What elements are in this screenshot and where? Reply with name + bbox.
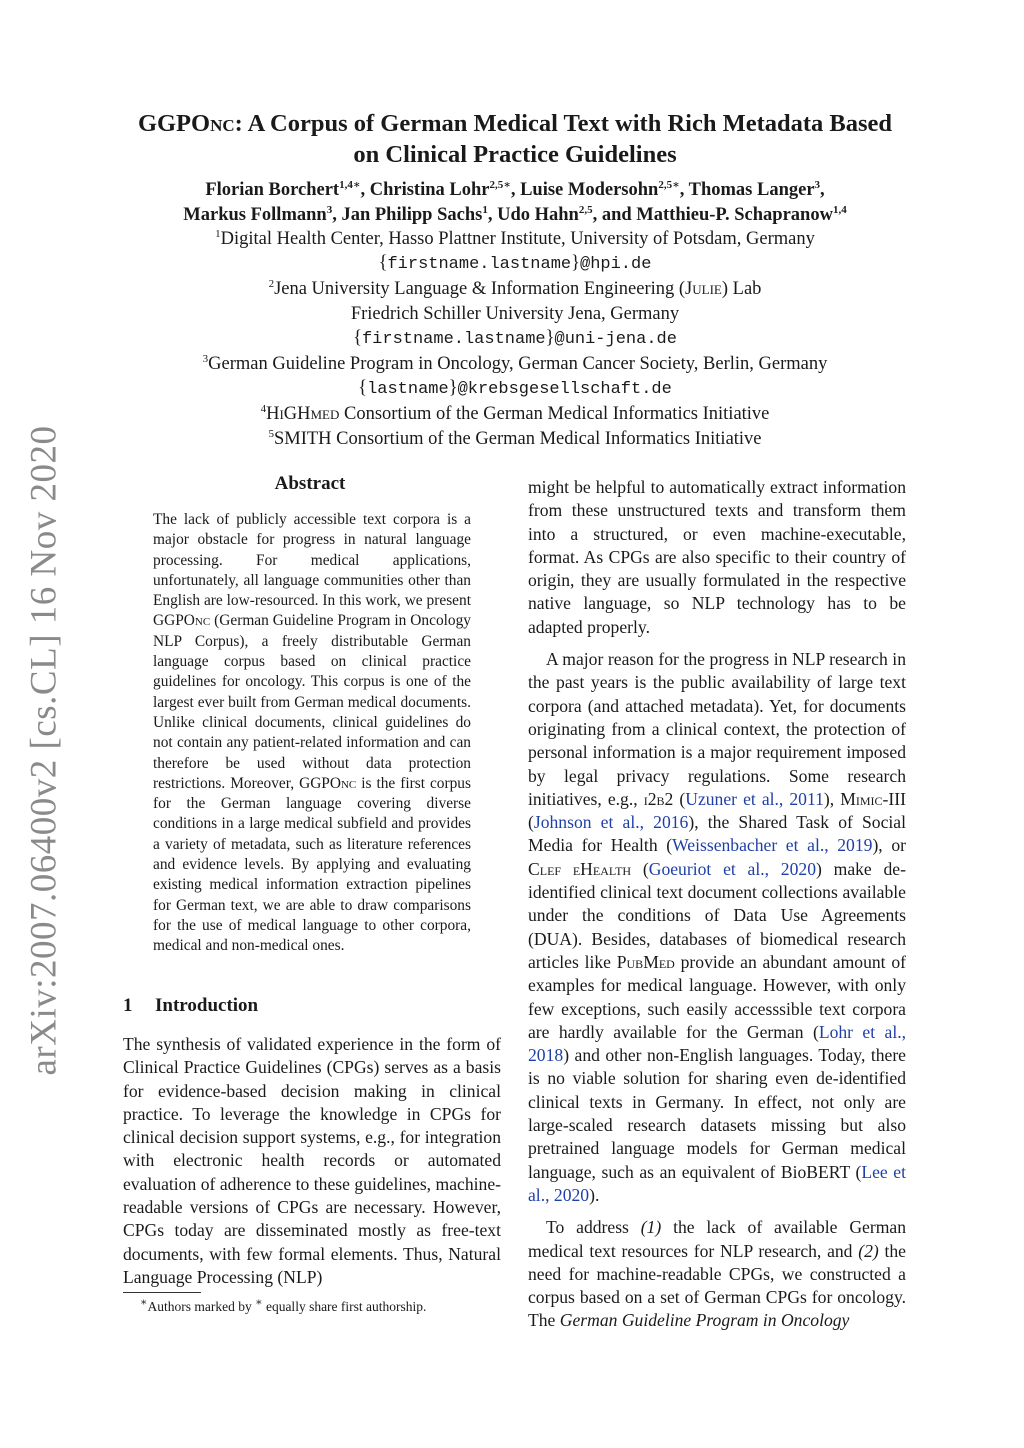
- email-2: [110, 326, 920, 352]
- affiliation-3: [110, 352, 920, 376]
- email-user: lastname: [367, 380, 449, 400]
- author-name: Udo Hahn: [497, 205, 579, 225]
- brace-close: }: [448, 378, 458, 399]
- introduction-right-column: [528, 476, 906, 1333]
- abstract-heading: Abstract: [274, 473, 346, 494]
- citation-link[interactable]: Johnson et al., 2016: [533, 812, 689, 833]
- section-number: 1: [123, 995, 133, 1016]
- footnote-text: equally share first authorship.: [262, 1299, 427, 1314]
- paper-title: [110, 108, 920, 170]
- text-run: the lack of available German medical text resources for NLP research, and: [528, 1217, 906, 1261]
- affiliation-text: Consortium of the German Medical Informatics Initiative: [339, 404, 770, 425]
- brace-close: }: [545, 327, 555, 348]
- author-name: Thomas Langer: [688, 180, 815, 200]
- author-separator: ,: [820, 180, 825, 200]
- brace-open: {: [358, 378, 368, 399]
- email-domain: @uni-jena.de: [554, 329, 677, 349]
- email-domain: @krebsgesellschaft.de: [457, 380, 672, 400]
- affiliation-1: [110, 227, 920, 251]
- corpus-name: GGPOnc: [137, 110, 235, 137]
- text-run: (: [631, 858, 649, 879]
- text-run: ) make de-identified clinical text document collections available under the conditions of Data Use Agreements (DUA). Besides, databases of biomedical research articles like: [528, 858, 906, 972]
- enumeration-marker: (2): [858, 1240, 879, 1261]
- citation-link[interactable]: Lohr et al., 2018: [528, 1021, 907, 1066]
- enumeration-marker: (1): [640, 1217, 662, 1238]
- citation-link[interactable]: Uzuner et al., 2011: [685, 788, 824, 809]
- affiliation-number: 1: [215, 227, 221, 240]
- brace-close: }: [571, 253, 580, 274]
- abstract-part: The lack of publicly accessible text corpora is a major obstacle for progress in natural language processing. For medical applications, unfortunately, all language communities other than English are low-resourced. In this work, we present: [153, 511, 471, 610]
- author-separator: ,: [332, 205, 342, 225]
- text-run: ),: [823, 788, 841, 809]
- affiliation-2-university: Friedrich Schiller University Jena, Germany: [350, 303, 680, 324]
- corpus-name: GGPOnc: [299, 774, 357, 792]
- footnote-mark: ∗: [140, 1296, 148, 1309]
- author-separator: ,: [487, 205, 498, 225]
- lab-name: Julie: [685, 279, 722, 300]
- introduction-left-column: [123, 1033, 501, 1289]
- text-run: ), the Shared Task of Social Media for Health (: [528, 812, 906, 856]
- affiliation-number: 3: [202, 352, 209, 365]
- author-affiliation-mark: 1: [482, 203, 488, 216]
- text-run: ).: [589, 1184, 600, 1205]
- text-run: A major reason for the progress in NLP research in the past years is the public availability of large text corpora (and attached metadata). Yet, for documents originating from a clinical context, the protection of personal information is a major requirement imposed by legal privacy regulations. Some research initiatives, e.g.,: [528, 649, 906, 809]
- affiliation-number: 2: [268, 278, 275, 291]
- author-affiliation-mark: 2,5∗: [658, 178, 680, 191]
- affiliation-text: SMITH Consortium of the German Medical Informatics Initiative: [273, 428, 762, 449]
- affiliation-text: ) Lab: [721, 279, 762, 300]
- author-name: Luise Modersohn: [520, 180, 659, 200]
- text-run: provide an abundant amount of examples for medical language. However, with only few exceptions, such easily accesssible text corpora are hardly available for the German (: [528, 951, 906, 1042]
- author-list: [110, 178, 920, 228]
- brace-open: {: [378, 253, 388, 274]
- abstract-part: (German Guideline Program in Oncology NLP Corpus), a freely distributable German language corpus based on clinical practice guidelines for oncology. This corpus is one of the largest ever built from German medical documents. Unlike clinical documents, clinical guidelines do not contain any patient-related information and can therefore be used without data protection restrictions. Moreover,: [153, 612, 471, 792]
- footnote-mark: ∗: [255, 1296, 263, 1309]
- email-1: [110, 251, 920, 277]
- email-domain: @hpi.de: [580, 255, 652, 275]
- paragraph: might be helpful to automatically extract information from these unstructured texts and transform them into a structured, or even machine-executable, format. As CPGs are also specific to their country of origin, they are usually formulated in the respective native language, so NLP technology has to be adapted properly.: [528, 477, 906, 637]
- author-separator: ,: [360, 180, 370, 200]
- affiliation-number: 4: [260, 403, 267, 416]
- email-user: firstname.lastname: [361, 329, 546, 349]
- footnote-text: Authors marked by: [147, 1299, 256, 1314]
- footnote-divider: [123, 1292, 201, 1293]
- consortium-name: HiGHmed: [266, 404, 340, 425]
- author-affiliation-mark: 2,5: [578, 203, 593, 216]
- email-user: firstname.lastname: [387, 255, 572, 275]
- arxiv-stamp: [14, 425, 74, 1075]
- author-name: Matthieu-P. Schapranow: [636, 205, 833, 225]
- text-run: the need for machine-readable CPGs, we constructed a corpus based on a set of German CPGs for oncology. The: [528, 1240, 906, 1331]
- abstract-text: [153, 510, 471, 957]
- email-3: [110, 376, 920, 402]
- section-title: Introduction: [155, 995, 259, 1016]
- affiliation-text: Digital Health Center, Hasso Plattner Institute, University of Potsdam, Germany: [220, 229, 815, 249]
- author-separator: , and: [592, 205, 637, 225]
- author-name: Jan Philipp Sachs: [341, 205, 483, 225]
- dataset-name: Mimic-III: [840, 788, 906, 809]
- citation-link[interactable]: Lee et al., 2020: [528, 1161, 906, 1205]
- affiliation-5: [110, 427, 920, 451]
- arxiv-identifier: arXiv:2007.06400v2 [cs.CL] 16 Nov 2020: [23, 425, 65, 1075]
- citation-link[interactable]: Goeuriot et al., 2020: [648, 858, 816, 879]
- author-name: Florian Borchert: [205, 180, 340, 200]
- author-separator: ,: [679, 180, 689, 200]
- affiliation-text: German Guideline Program in Oncology, German Cancer Society, Berlin, Germany: [208, 354, 828, 375]
- affiliation-text: Jena University Language & Information Engineering (: [274, 279, 686, 300]
- author-affiliation-mark: 3: [814, 178, 821, 191]
- author-name: Markus Follmann: [183, 205, 327, 225]
- text-run: To address: [546, 1217, 641, 1238]
- section-heading-introduction: [123, 995, 503, 1017]
- author-name: Christina Lohr: [369, 180, 490, 200]
- author-separator: ,: [510, 180, 521, 200]
- abstract-part: is the first corpus for the German language covering diverse conditions in a large medical subfield and provides a variety of metadata, such as literature references and evidence levels. By applying and evaluating existing medical information extraction pipelines for German text, we are able to draw comparisons for the use of medical language to other corpora, medical and non-medical ones.: [153, 774, 471, 955]
- title-line2: on Clinical Practice Guidelines: [353, 141, 677, 168]
- text-run: ) and other non-English languages. Today, there is no viable solution for sharing even de-identified clinical texts in Germany. In effect, not only are large-scaled research datasets missing but also pretrained language models for German medical language, such as an equivalent of BioBERT (: [528, 1045, 906, 1182]
- corpus-name: GGPOnc: [153, 612, 211, 630]
- paragraph: [528, 1216, 906, 1332]
- database-name: PubMed: [616, 951, 675, 972]
- affiliation-list: [110, 227, 920, 451]
- paragraph: The synthesis of validated experience in the form of Clinical Practice Guidelines (CPGs) serves as a basis for evidence-based decision making in clinical practice. To leverage the knowledge in CPGs for clinical decision support systems, e.g., for integration with electronic health records or automated evaluation of adherence to these guidelines, machine-readable versions of CPGs are necessary. However, CPGs today are disseminated mostly as free-text documents, with few formal elements. Thus, Natural Language Processing (NLP): [123, 1034, 501, 1287]
- brace-open: {: [353, 327, 362, 348]
- affiliation-4: [110, 402, 920, 426]
- author-affiliation-mark: 2,5∗: [489, 178, 511, 191]
- affiliation-number: 5: [268, 427, 274, 440]
- dataset-name: Clef eHealth: [528, 858, 632, 879]
- citation-link[interactable]: Weissenbacher et al., 2019: [672, 835, 873, 856]
- text-run: (: [528, 812, 534, 833]
- title-line1: : A Corpus of German Medical Text with Rich Metadata Based: [234, 110, 893, 137]
- text-run: ), or: [872, 835, 906, 856]
- program-name: German Guideline Program in Oncology: [559, 1310, 850, 1331]
- author-affiliation-mark: 1,4: [832, 203, 847, 216]
- author-affiliation-mark: 3: [326, 203, 333, 216]
- dataset-name: i2b2: [643, 788, 674, 809]
- text-run: (: [673, 788, 686, 809]
- paragraph: [528, 648, 906, 1207]
- affiliation-2: [110, 277, 920, 301]
- footnote: [140, 1298, 501, 1315]
- author-affiliation-mark: 1,4∗: [339, 178, 361, 191]
